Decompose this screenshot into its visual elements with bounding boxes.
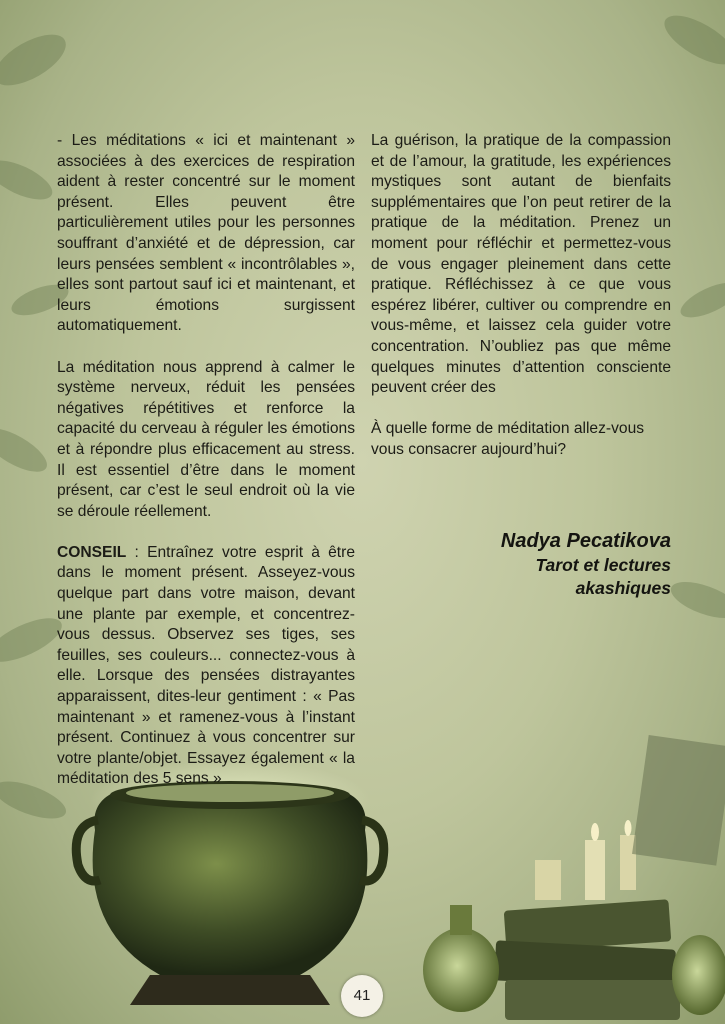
author-role-line2: akashiques [575, 578, 671, 598]
left-paragraph-1: - Les méditations « ici et maintenant » associées à des exercices de respiration aident à rester concentré sur le moment présent. Elles peuvent être particulièrement utiles pour les personnes souffrant d’anxiété et de dépression, car leurs pensées semblent « incontrôlables », elles sont partout sauf ici et maintenant, et leurs émotions surgissent automatiquement. [57, 132, 355, 335]
left-column [57, 131, 355, 811]
author-name: Nadya Pecatikova [500, 530, 671, 552]
conseil-text: : Entraînez votre esprit à être dans le moment présent. Asseyez-vous quelque part dans votre maison, devant une plante par exemple, et concentrez-vous dessus. Observez ses tiges, ses feuilles, ses couleurs... connectez-vous à elle. Lorsque des pensées distrayantes apparaissent, dites-leur gentiment : « Pas maintenant » et ramenez-vous à l’instant présent. Continuez à vous concentrer sur votre plante/objet. Essayez également « la méditation des 5 sens » [57, 543, 355, 788]
author-signature [501, 528, 671, 600]
right-paragraph-2: À quelle forme de méditation allez-vous vous consacrer aujourd’hui? [371, 420, 645, 458]
conseil-label: CONSEIL [57, 543, 127, 561]
left-paragraph-2: La méditation nous apprend à calmer le système nerveux, réduit les pensées négatives répétitives et renforce la capacité du cerveau à réguler les émotions et à répondre plus efficacement au stress. Il est essentiel d’être dans le moment présent, car c’est le seul endroit où la vie se déroule réellement. [57, 358, 355, 520]
right-paragraph-1: La guérison, la pratique de la compassion et de l’amour, la gratitude, les expériences mystiques sont autant de bienfaits supplémentaires que l’on peut retirer de la pratique de la méditation. Prenez un moment pour réfléchir et permettez-vous de vous engager pleinement dans cette pratique. Réfléchissez à ce que vous espérez libérer, cultiver ou comprendre en vous-même, et laissez cela guider votre concentration. N’oubliez pas que même quelques minutes d’attention consciente peuvent créer des [371, 132, 671, 397]
left-paragraph-3 [57, 543, 355, 790]
author-role-line1: Tarot et lectures [535, 555, 671, 575]
right-column [371, 131, 671, 481]
page-number: 41 [341, 975, 383, 1017]
